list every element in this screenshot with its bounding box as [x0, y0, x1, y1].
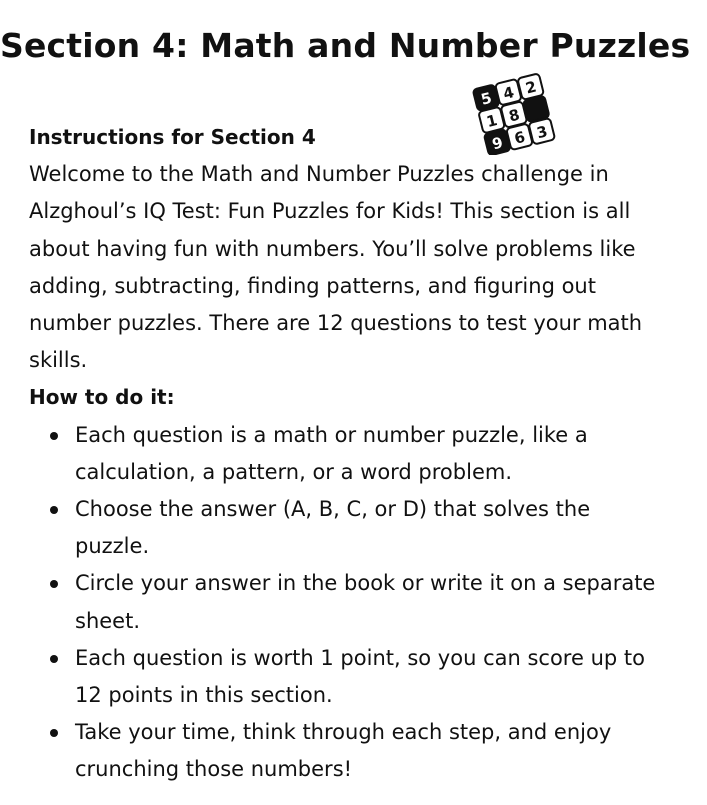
step-text: Each question is worth 1 point, so you can score up to 12 points in this section.	[75, 645, 645, 708]
bullet-icon	[50, 729, 58, 737]
grid-digit: 1	[484, 111, 500, 132]
bullet-icon	[50, 432, 58, 440]
intro-paragraph: Welcome to the Math and Number Puzzles challenge in Alzghoul’s IQ Test: Fun Puzzles for Kids! This section is all about having fun with numbers. You’ll solve problems like adding, subtracting, finding patterns, and figuring out number puzzles. There are 12 questions to test your math skills.	[29, 162, 643, 373]
grid-digit: 8	[506, 105, 522, 126]
list-item	[29, 640, 669, 714]
list-item	[29, 714, 669, 788]
bullet-icon	[50, 580, 58, 588]
step-text: Choose the answer (A, B, C, or D) that solves the puzzle.	[75, 497, 591, 559]
step-text: Circle your answer in the book or write it on a separate sheet.	[75, 571, 656, 633]
grid-digit: 6	[512, 127, 527, 148]
bullet-icon	[50, 655, 58, 663]
page-title: Section 4: Math and Number Puzzles	[0, 26, 691, 65]
step-text: Each question is a math or number puzzle, like a calculation, a pattern, or a word problem.	[75, 422, 588, 484]
step-text: Take your time, think through each step, and enjoy crunching those numbers!	[75, 720, 612, 782]
grid-digit: 5	[479, 88, 494, 109]
bullet-icon	[50, 506, 58, 514]
grid-digit: 3	[534, 122, 550, 143]
grid-digit: 9	[490, 133, 505, 154]
grid-digit: 2	[523, 77, 539, 98]
list-item	[29, 565, 669, 639]
how-to-heading: How to do it:	[29, 385, 175, 410]
instructions-block	[29, 119, 669, 789]
steps-list	[29, 417, 669, 789]
grid-digit: 4	[501, 83, 516, 104]
list-item	[29, 491, 669, 565]
instructions-heading: Instructions for Section 4	[29, 125, 316, 149]
list-item	[29, 417, 669, 491]
